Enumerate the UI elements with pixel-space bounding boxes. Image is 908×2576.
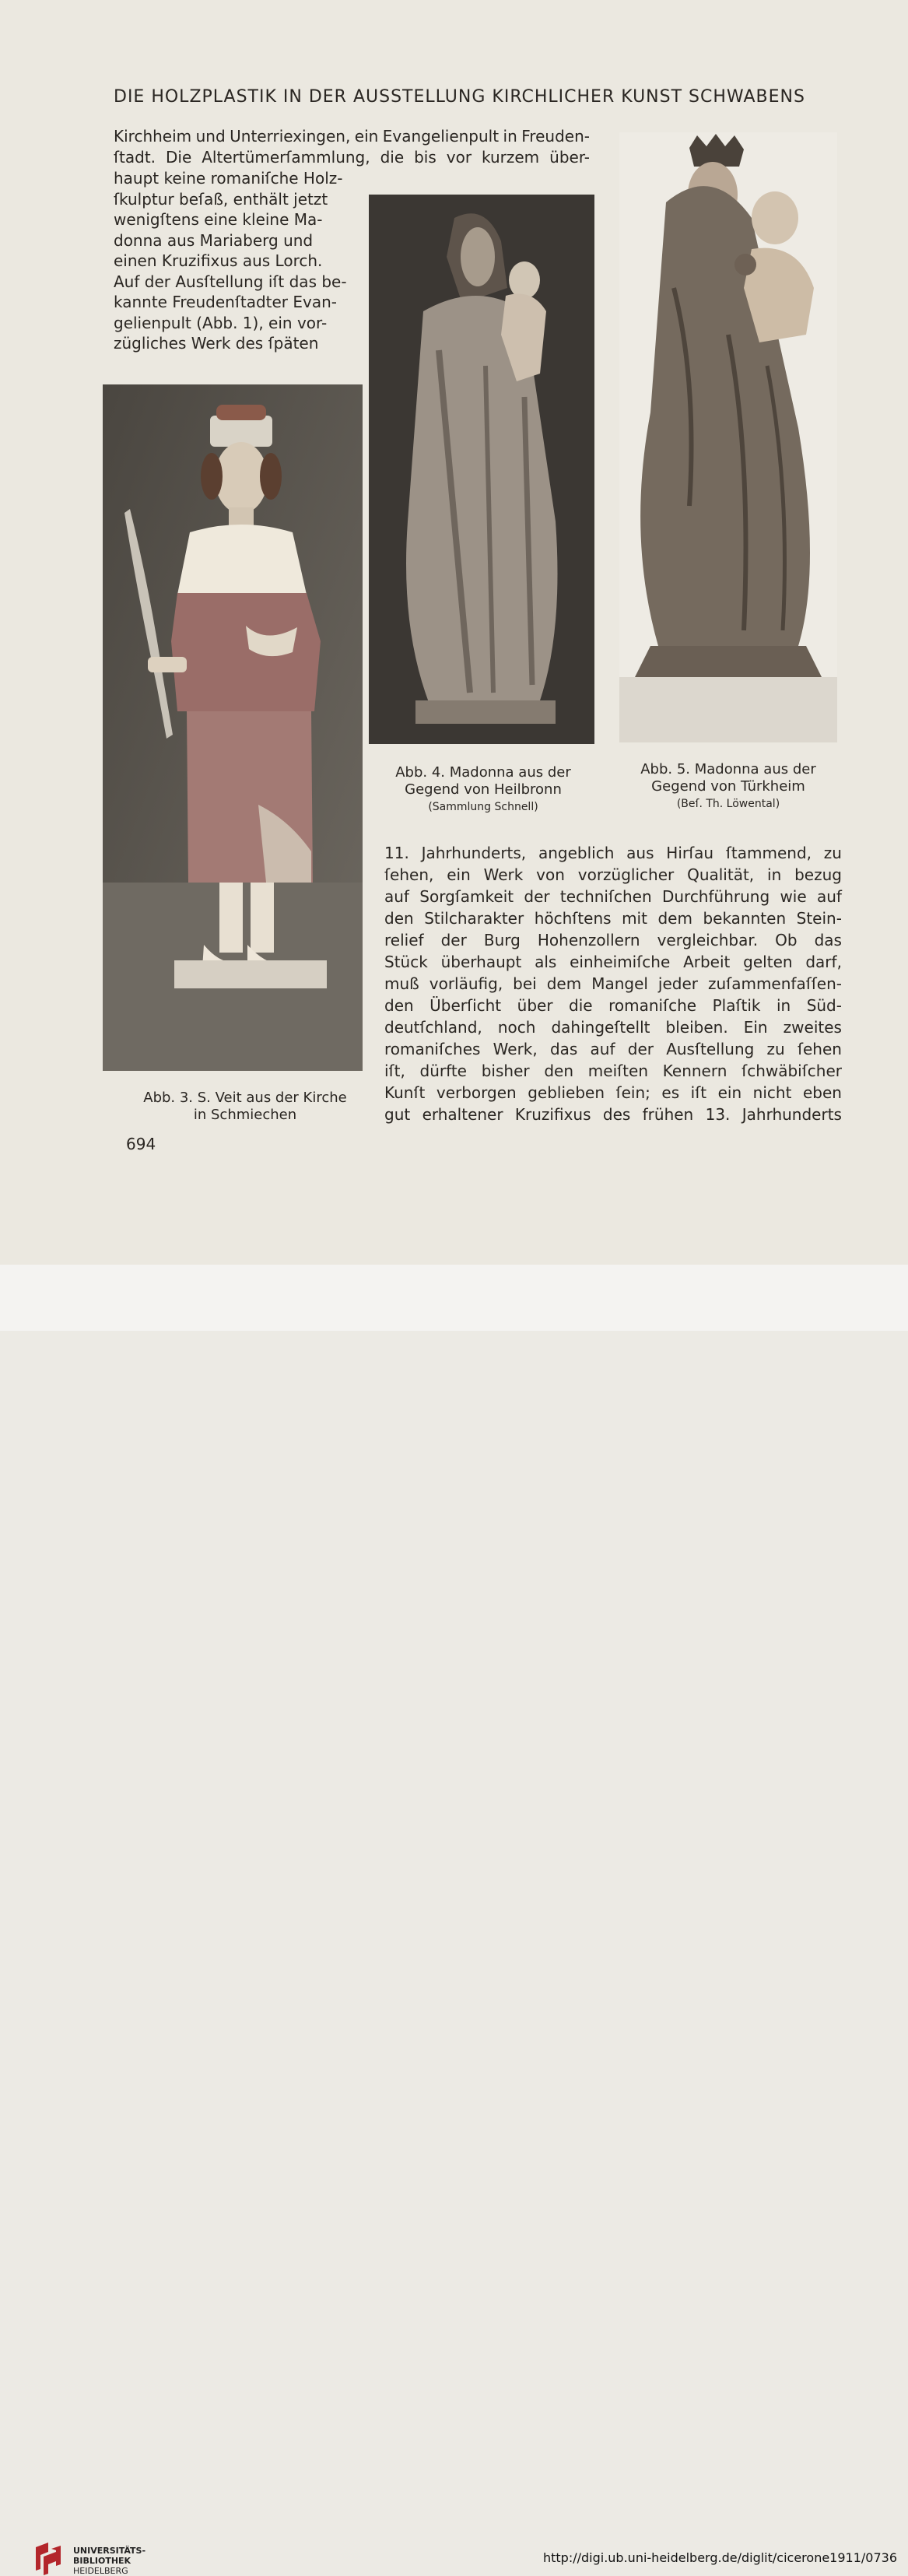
word: die xyxy=(380,147,405,167)
word: ſtadt. xyxy=(114,147,156,167)
word: Freuden- xyxy=(521,127,590,146)
word: der xyxy=(440,931,467,949)
photo-madonna-heilbronn xyxy=(369,195,594,744)
word: Hirſau xyxy=(666,844,714,862)
text-line xyxy=(384,886,842,907)
word: jeder xyxy=(657,974,699,993)
word: dem xyxy=(657,909,692,928)
word: bei xyxy=(513,974,537,993)
word: angeblich xyxy=(538,844,615,862)
word: des xyxy=(602,1105,631,1124)
word: relief xyxy=(384,931,424,949)
word: in xyxy=(776,996,791,1015)
word: 11. xyxy=(384,844,409,862)
text-line: donna aus Mariaberg und xyxy=(114,230,314,250)
text-line xyxy=(384,1038,842,1060)
photo-madonna-tuerkheim xyxy=(619,132,837,742)
text-line xyxy=(384,995,842,1016)
word: Kennern xyxy=(662,1062,727,1080)
text-line xyxy=(384,1016,842,1038)
word: auf xyxy=(590,1040,615,1058)
word: romaniſche xyxy=(608,996,697,1015)
word: Die xyxy=(166,147,192,167)
text-line xyxy=(384,1060,842,1082)
word: auf xyxy=(384,887,409,906)
word: Unterriexingen, xyxy=(230,127,351,146)
page-number: 694 xyxy=(126,1135,156,1153)
word: das xyxy=(814,931,842,949)
text-line: Auf der Ausſtellung iſt das be- xyxy=(114,272,347,291)
word: zu xyxy=(823,844,842,862)
word: darf, xyxy=(805,953,842,971)
word: in xyxy=(767,865,782,884)
text-line: haupt keine romaniſche Holz- xyxy=(114,169,343,188)
word: der xyxy=(627,1040,654,1058)
book-page xyxy=(0,0,908,1265)
text-line xyxy=(384,1104,842,1125)
continuation-text xyxy=(384,842,842,1125)
text-line xyxy=(384,1082,842,1104)
text-line xyxy=(384,929,842,951)
word: das xyxy=(549,1040,578,1058)
word: vorläufig, xyxy=(429,974,503,993)
text-line: wenigſtens eine kleine Ma- xyxy=(114,210,323,229)
word: dahingeſtellt xyxy=(551,1018,650,1037)
text-line xyxy=(114,126,590,147)
intro-wide-text xyxy=(114,126,590,167)
word: gut xyxy=(384,1105,411,1124)
word: Überſicht xyxy=(429,996,502,1015)
word: Ob xyxy=(775,931,798,949)
word: Kruzifixus xyxy=(514,1105,591,1124)
word: Kunſt xyxy=(384,1083,426,1102)
word: mit xyxy=(622,909,647,928)
word: verborgen xyxy=(436,1083,517,1102)
word: techniſchen xyxy=(559,887,652,906)
word: den xyxy=(384,996,414,1015)
word: von xyxy=(536,865,565,884)
word: geblieben xyxy=(528,1083,605,1102)
photo-st-vitus-statue xyxy=(103,384,363,1071)
word: Qualität, xyxy=(687,865,755,884)
word: meiſten xyxy=(587,1062,649,1080)
word: frühen xyxy=(642,1105,694,1124)
word: über xyxy=(517,996,553,1015)
word: bleiben. xyxy=(665,1018,728,1037)
word: Ausſtellung xyxy=(666,1040,755,1058)
word: es xyxy=(661,1083,680,1102)
word: in xyxy=(503,127,517,146)
text-line xyxy=(384,842,842,864)
text-line: ſkulptur beſaß, enthält jetzt xyxy=(114,189,328,209)
word: muß xyxy=(384,974,419,993)
word: als xyxy=(535,953,557,971)
word: Sorgſamkeit xyxy=(419,887,514,906)
word: gelten xyxy=(743,953,793,971)
word: kurzem xyxy=(482,147,540,167)
word: ſtammend, xyxy=(725,844,812,862)
permalink-url[interactable]: http://digi.ub.uni-heidelberg.de/diglit/cicerone1911/0736 xyxy=(542,2550,897,2565)
word: Burg xyxy=(483,931,521,949)
word: bisher xyxy=(481,1062,530,1080)
text-line: kannte Freudenſtadter Evan- xyxy=(114,293,338,311)
word: Stein- xyxy=(796,909,842,928)
word: dem xyxy=(546,974,582,993)
word: bis xyxy=(414,147,436,167)
word: bekannten xyxy=(703,909,787,928)
word: ein xyxy=(354,127,379,146)
word: Ein xyxy=(743,1018,768,1037)
word: Durchführung xyxy=(661,887,770,906)
text-line xyxy=(384,864,842,886)
text-line: gelienpult (Abb. 1), ein vor- xyxy=(114,313,328,332)
word: ſchwäbiſcher xyxy=(741,1062,842,1080)
library-name: UNIVERSITÄTS- BIBLIOTHEK HEIDELBERG xyxy=(73,2546,146,2576)
word: Evangelienpult xyxy=(382,127,500,146)
word: deutſchland, xyxy=(384,1018,482,1037)
word: den xyxy=(544,1062,574,1080)
caption-abb-4: Abb. 4. Madonna aus der Gegend von Heilbronn (Sammlung Schnell) xyxy=(395,764,571,813)
word: und xyxy=(195,127,226,146)
word: Werk, xyxy=(493,1040,538,1058)
word: 13. xyxy=(705,1105,731,1124)
word: eben xyxy=(802,1083,842,1102)
text-line xyxy=(384,907,842,929)
word: Werk xyxy=(483,865,524,884)
caption-abb-3: Abb. 3. S. Veit aus der Kirche in Schmiechen xyxy=(143,1090,347,1123)
word: ein xyxy=(717,1083,742,1102)
word: romaniſches xyxy=(384,1040,481,1058)
word: Mangel xyxy=(591,974,648,993)
text-line: einen Kruzifixus aus Lorch. xyxy=(114,251,323,270)
word: zu xyxy=(766,1040,785,1058)
word: die xyxy=(569,996,593,1015)
word: nicht xyxy=(752,1083,792,1102)
word: zuſammenfaſſen- xyxy=(708,974,842,993)
word: iſt, xyxy=(384,1062,405,1080)
word: Jahrhunderts, xyxy=(421,844,527,862)
word: Altertümerſammlung, xyxy=(202,147,370,167)
word: Stück xyxy=(384,953,428,971)
word: Stilcharakter xyxy=(424,909,524,928)
word: überhaupt xyxy=(440,953,522,971)
word: vor xyxy=(446,147,472,167)
intro-narrow-text xyxy=(114,168,361,354)
word: Süd- xyxy=(806,996,842,1015)
word: den xyxy=(384,909,414,928)
word: ſehen xyxy=(797,1040,842,1058)
word: dürfte xyxy=(419,1062,467,1080)
caption-abb-5: Abb. 5. Madonna aus der Gegend von Türkheim (Beſ. Th. Löwental) xyxy=(640,761,816,810)
text-line: zügliches Werk des ſpäten xyxy=(114,334,319,353)
word: höchſtens xyxy=(534,909,612,928)
text-line xyxy=(114,147,590,168)
word: vergleichbar. xyxy=(657,931,759,949)
word: der xyxy=(524,887,550,906)
word: ſehen, xyxy=(384,865,434,884)
word: ein xyxy=(447,865,471,884)
running-header: DIE HOLZPLASTIK IN DER AUSSTELLUNG KIRCHLICHER KUNST SCHWABENS xyxy=(114,87,805,107)
text-line xyxy=(384,973,842,995)
text-line xyxy=(384,951,842,973)
word: Kirchheim xyxy=(114,127,192,146)
viewer-footer xyxy=(0,1265,908,2576)
word: Hohenzollern xyxy=(537,931,640,949)
word: bezug xyxy=(794,865,842,884)
word: Plaſtik xyxy=(712,996,761,1015)
word: aus xyxy=(626,844,654,862)
word: vorzüglicher xyxy=(577,865,675,884)
word: ſein; xyxy=(615,1083,650,1102)
word: erhaltener xyxy=(422,1105,503,1124)
word: wie xyxy=(780,887,807,906)
word: Arbeit xyxy=(683,953,731,971)
university-library-logo-icon xyxy=(33,2541,64,2575)
word: iſt xyxy=(690,1083,707,1102)
word: noch xyxy=(497,1018,536,1037)
word: Jahrhunderts xyxy=(741,1105,842,1124)
word: einheimiſche xyxy=(570,953,671,971)
word: über- xyxy=(549,147,590,167)
word: zweites xyxy=(783,1018,842,1037)
word: auf xyxy=(816,887,842,906)
